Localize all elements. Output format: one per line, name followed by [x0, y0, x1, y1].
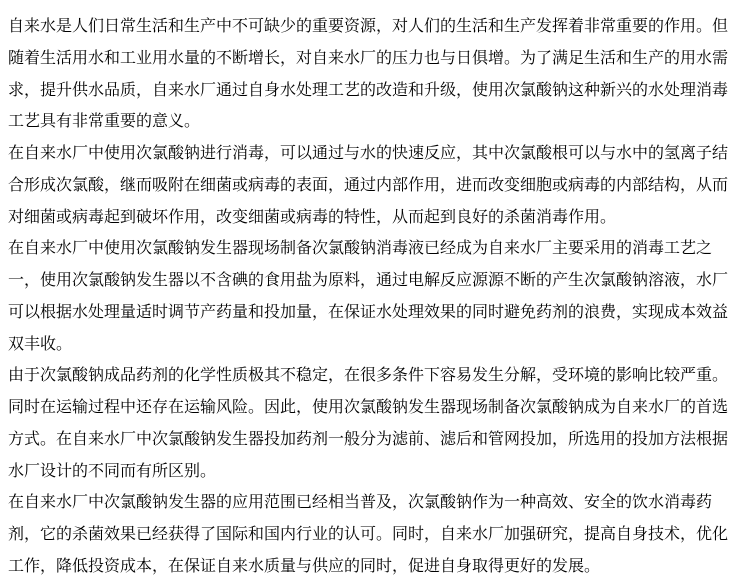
- text-line: 对细菌或病毒起到破坏作用，改变细菌或病毒的特性，从而起到良好的杀菌消毒作用。: [8, 206, 617, 226]
- text-line: 在自来水厂中次氯酸钠发生器的应用范围已经相当普及，次氯酸钠作为一种高效、安全的饮水消毒药: [8, 492, 713, 512]
- text-line: 同时在运输过程中还存在运输风险。因此，使用次氯酸钠发生器现场制备次氯酸钠成为自来水厂的首选: [8, 397, 729, 416]
- text-line: 求，提升供水品质，自来水厂通过自身水处理工艺的改造和升级，使用次氯酸钠这种新兴的水处理消毒: [8, 79, 729, 99]
- text-line: 随着生活用水和工业用水量的不断增长，对自来水厂的压力也与日俱增。为了满足生活和生产的用水需: [8, 47, 729, 67]
- text-line: 在自来水厂中使用次氯酸钠发生器现场制备次氯酸钠消毒液已经成为自来水厂主要采用的消毒工艺之: [8, 238, 713, 258]
- text-line: 由于次氯酸钠成品药剂的化学性质极其不稳定，在很多条件下容易发生分解，受环境的影响比较严重。: [8, 365, 729, 385]
- text-line: 工作，降低投资成本，在保证自来水质量与供应的同时，促进自身取得更好的发展。: [8, 555, 601, 575]
- text-line: 自来水是人们日常生活和生产中不可缺少的重要资源，对人们的生活和生产发挥着非常重要的作用。但: [8, 16, 729, 35]
- text-line: 一，使用次氯酸钠发生器以不含碘的食用盐为原料，通过电解反应源源不断的产生次氯酸钠溶液，水厂: [8, 270, 729, 289]
- text-line: 水厂设计的不同而有所区别。: [8, 460, 217, 480]
- text-line: 双丰收。: [8, 333, 73, 353]
- text-line: 方式。在自来水厂中次氯酸钠发生器投加药剂一般分为滤前、滤后和管网投加，所选用的投加方法根据: [8, 428, 729, 448]
- text-line: 在自来水厂中使用次氯酸钠进行消毒，可以通过与水的快速反应，其中次氯酸根可以与水中的氢离子结: [8, 143, 729, 162]
- text-line: 剂，它的杀菌效果已经获得了国际和国内行业的认可。同时，自来水厂加强研究，提高自身技术，优化: [8, 524, 729, 543]
- text-line: 可以根据水处理量适时调节产药量和投加量，在保证水处理效果的同时避免药剂的浪费，实现成本效益: [8, 301, 729, 321]
- text-line: 工艺具有非常重要的意义。: [8, 111, 201, 131]
- text-line: 合形成次氯酸，继而吸附在细菌或病毒的表面，通过内部作用，进而改变细胞或病毒的内部结构，从而: [8, 174, 729, 194]
